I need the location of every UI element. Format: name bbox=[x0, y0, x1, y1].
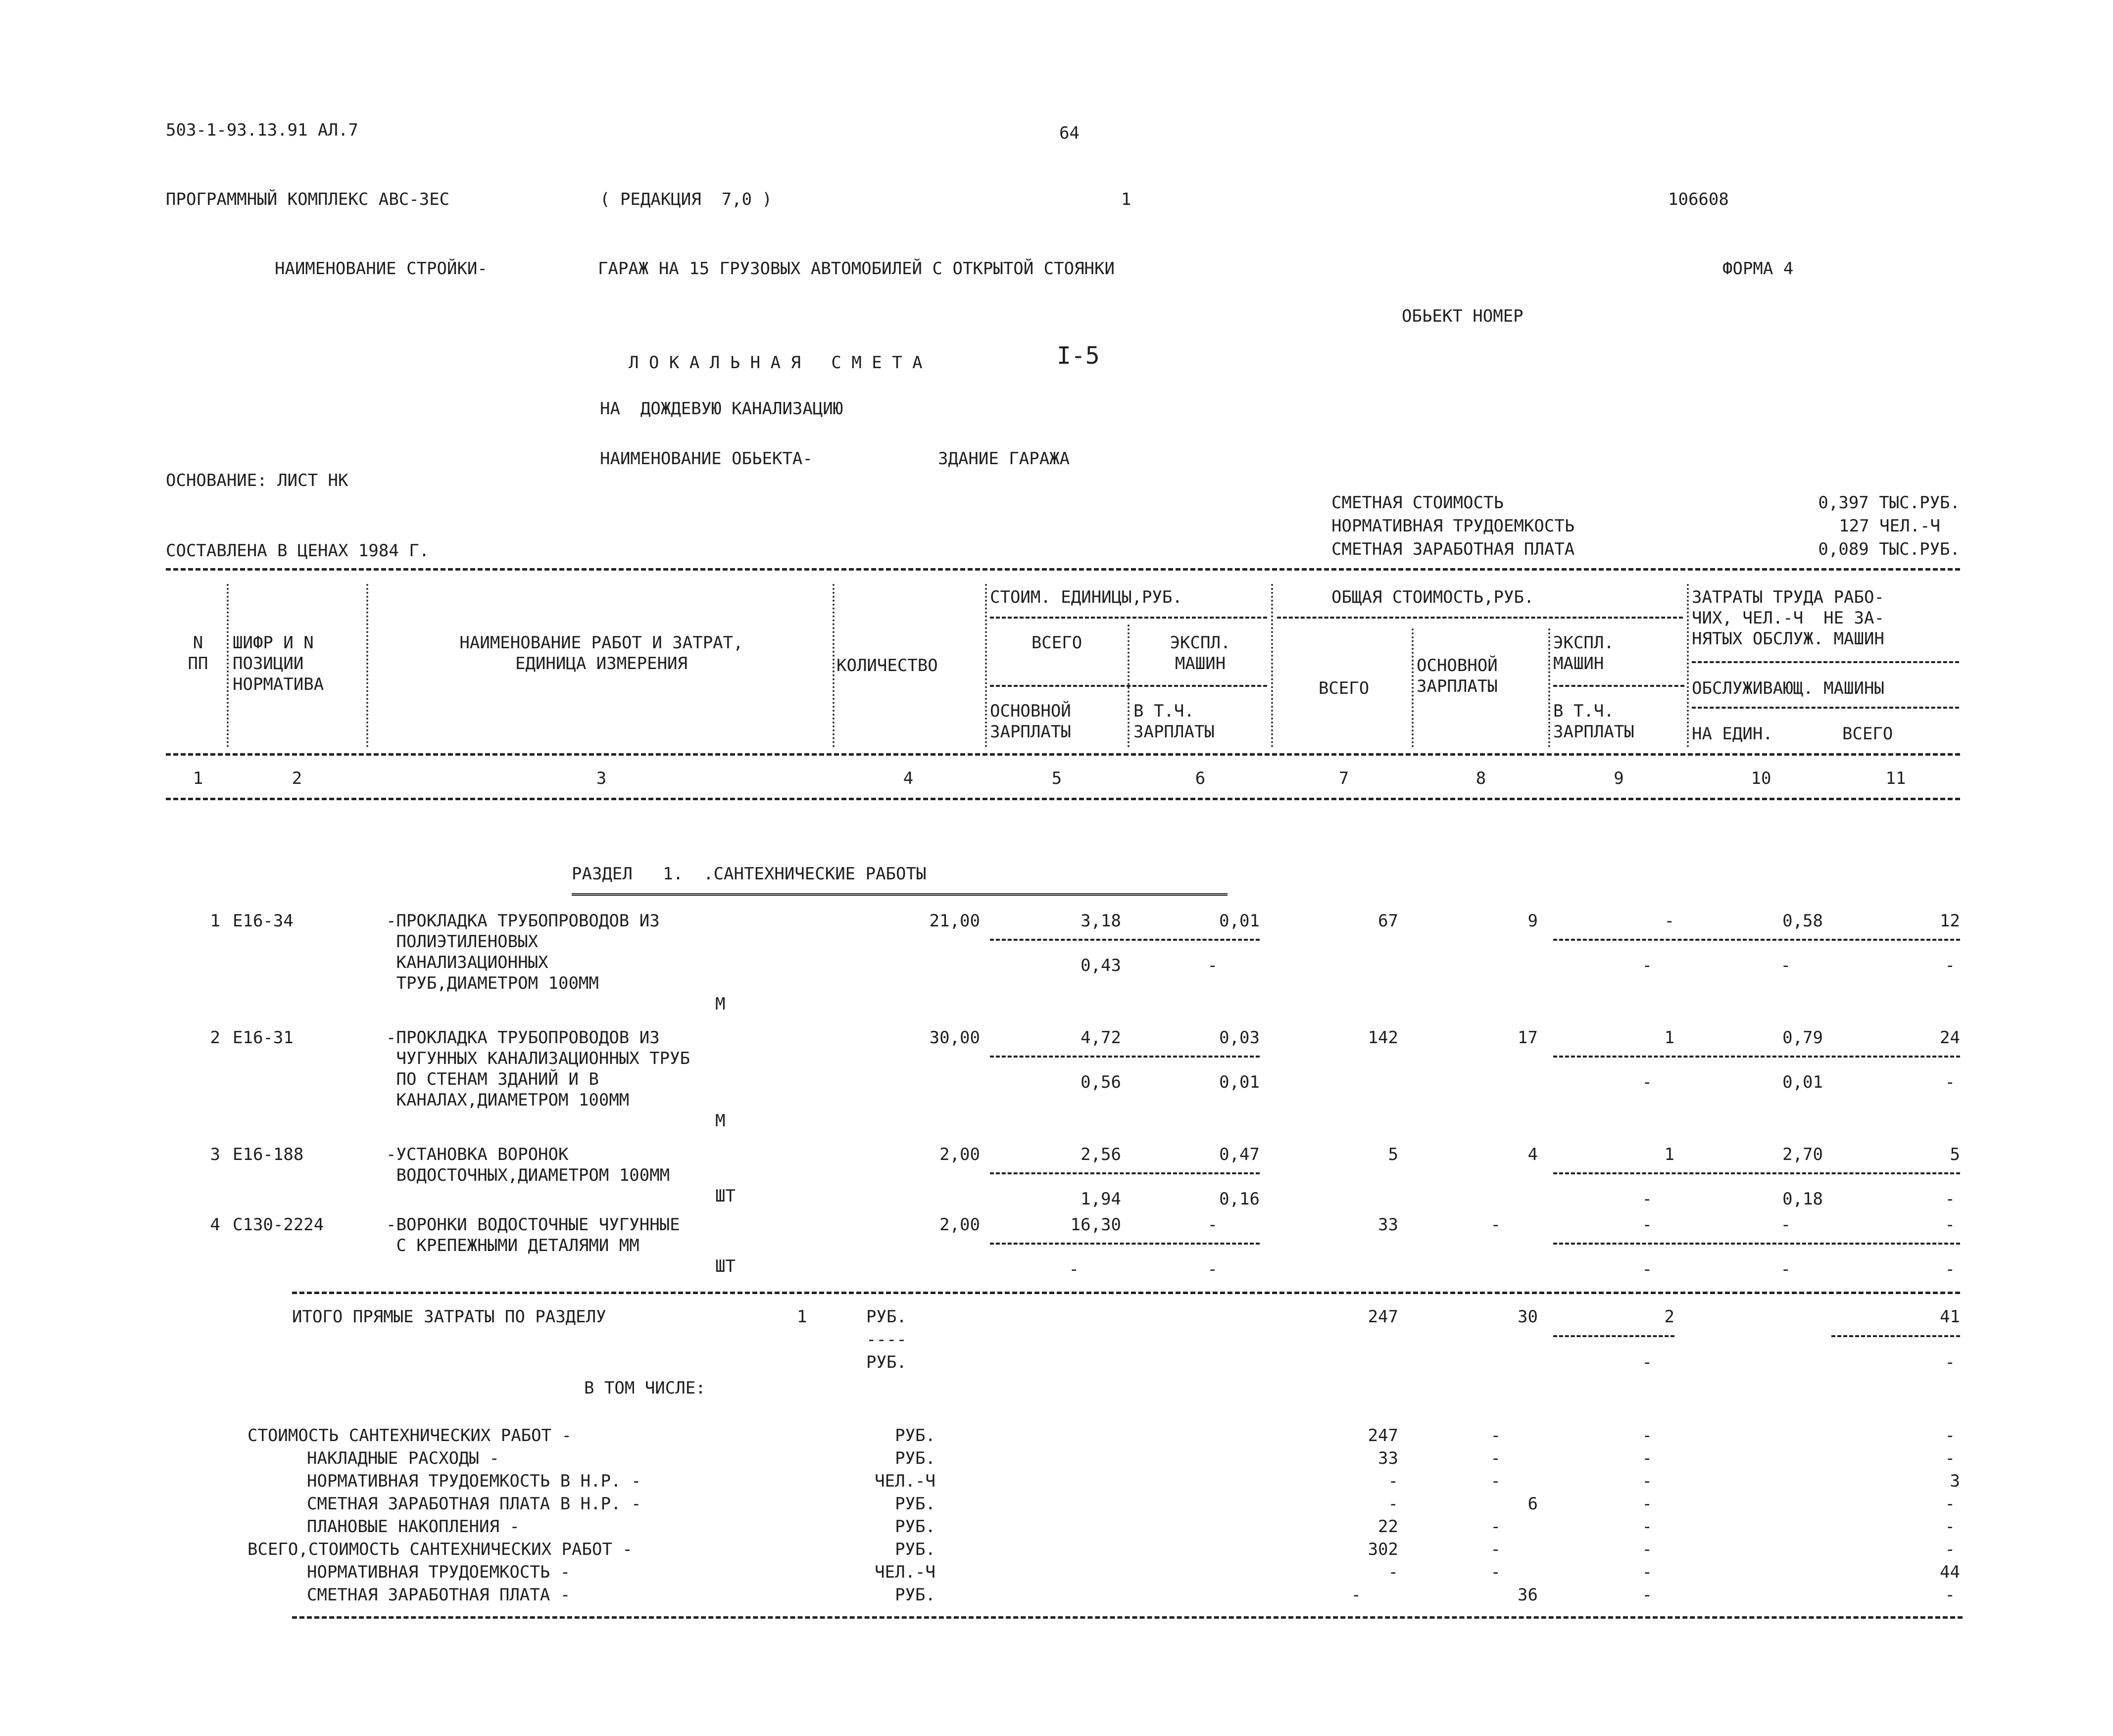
col-header-unit-incl: В Т.Ч. ЗАРПЛАТЫ bbox=[1133, 701, 1215, 742]
totals-rule bbox=[292, 1292, 1960, 1294]
column-separator bbox=[833, 584, 835, 747]
construction-label: НАИМЕНОВАНИЕ СТРОЙКИ- bbox=[275, 259, 488, 279]
breakdown-basic: - bbox=[1490, 1517, 1501, 1537]
breakdown-labor: - bbox=[1945, 1426, 1955, 1446]
summary-label: НОРМАТИВНАЯ ТРУДОЕМКОСТЬ bbox=[1331, 516, 1575, 536]
row-unit: М bbox=[715, 994, 726, 1014]
breakdown-label: СТОИМОСТЬ САНТЕХНИЧЕСКИХ РАБОТ - bbox=[247, 1426, 572, 1446]
document-id: 106608 bbox=[1668, 190, 1729, 209]
row-code: Е16-31 bbox=[233, 1028, 294, 1048]
row-code: Е16-188 bbox=[233, 1145, 304, 1164]
row-labor-total: 5 bbox=[1950, 1145, 1960, 1164]
breakdown-machines: - bbox=[1642, 1471, 1652, 1491]
breakdown-label: СМЕТНАЯ ЗАРАБОТНАЯ ПЛАТА В Н.Р. - bbox=[307, 1494, 641, 1514]
row-total-incl: - bbox=[1642, 1259, 1652, 1279]
totals-unit: РУБ. bbox=[866, 1307, 907, 1327]
row-quantity: 2,00 bbox=[939, 1145, 980, 1164]
breakdown-label: СМЕТНАЯ ЗАРАБОТНАЯ ПЛАТА - bbox=[307, 1585, 571, 1605]
breakdown-machines: - bbox=[1642, 1448, 1652, 1468]
row-labor-machines-unit: - bbox=[1780, 956, 1791, 975]
construction-name: ГАРАЖ НА 15 ГРУЗОВЫХ АВТОМОБИЛЕЙ С ОТКРЫТОЙ СТОЯНКИ bbox=[598, 259, 1115, 279]
summary-value: 0,397 ТЫС.РУБ. bbox=[1818, 493, 1960, 513]
row-unit-incl: 0,16 bbox=[1219, 1189, 1260, 1209]
row-unit-total: 2,56 bbox=[1081, 1145, 1121, 1164]
col-header-labor-unit: НА ЕДИН. bbox=[1692, 724, 1773, 744]
table-top-rule bbox=[166, 568, 1960, 571]
row-labor-total: 24 bbox=[1940, 1028, 1960, 1048]
cell-divider bbox=[1553, 1056, 1960, 1058]
row-number: 3 bbox=[210, 1145, 220, 1164]
header-subrule bbox=[990, 685, 1267, 687]
row-quantity: 2,00 bbox=[939, 1215, 980, 1235]
col-header-total-cost: ОБЩАЯ СТОИМОСТЬ,РУБ. bbox=[1331, 587, 1534, 607]
row-labor-unit: 0,58 bbox=[1782, 911, 1823, 931]
including-label: В ТОМ ЧИСЛЕ: bbox=[584, 1378, 706, 1398]
row-unit-basic: 1,94 bbox=[1081, 1189, 1121, 1209]
col-header-unit-total: ВСЕГО bbox=[1031, 633, 1082, 653]
row-total-basic: 17 bbox=[1518, 1028, 1538, 1048]
row-unit: ШТ bbox=[715, 1186, 736, 1206]
summary-value: 0,089 ТЫС.РУБ. bbox=[1818, 539, 1960, 559]
object-name: ЗДАНИЕ ГАРАЖА bbox=[938, 449, 1070, 469]
bottom-rule bbox=[292, 1616, 1963, 1619]
object-label: НАИМЕНОВАНИЕ ОБЬЕКТА- bbox=[600, 449, 813, 469]
breakdown-basic: - bbox=[1490, 1540, 1501, 1559]
column-number: 3 bbox=[596, 769, 607, 788]
cell-divider bbox=[1553, 1335, 1674, 1337]
row-labor-machines-total: - bbox=[1945, 1259, 1955, 1279]
column-number: 2 bbox=[292, 769, 302, 788]
doc-code: 503-1-93.13.91 АЛ.7 bbox=[166, 120, 358, 140]
cell-divider bbox=[990, 1172, 1260, 1174]
breakdown-labor: 3 bbox=[1950, 1471, 1960, 1491]
program-name: ПРОГРАММНЫЙ КОМПЛЕКС АВС-3ЕС bbox=[166, 190, 450, 209]
row-unit-incl: - bbox=[1207, 1259, 1218, 1279]
breakdown-machines: - bbox=[1642, 1540, 1652, 1559]
column-number: 5 bbox=[1051, 769, 1062, 788]
breakdown-total: 33 bbox=[1378, 1448, 1398, 1468]
breakdown-labor: - bbox=[1945, 1494, 1955, 1514]
cell-divider bbox=[1553, 1172, 1960, 1174]
row-unit-basic: 0,43 bbox=[1081, 956, 1121, 975]
column-separator bbox=[1412, 628, 1414, 747]
row-labor-unit: 2,70 bbox=[1782, 1145, 1823, 1164]
col-header-name: НАИМЕНОВАНИЕ РАБОТ И ЗАТРАТ, ЕДИНИЦА ИЗМЕРЕНИЯ bbox=[459, 633, 743, 674]
row-name: -ПРОКЛАДКА ТРУБОПРОВОДОВ ИЗ ПОЛИЭТИЛЕНОВЫХ КАНАЛИЗАЦИОННЫХ ТРУБ,ДИАМЕТРОМ 100ММ bbox=[386, 911, 660, 993]
breakdown-unit: РУБ. bbox=[895, 1517, 935, 1537]
column-separator bbox=[985, 584, 987, 747]
sheet-number: 1 bbox=[1121, 190, 1131, 209]
cell-divider bbox=[990, 1243, 1260, 1245]
breakdown-unit: ЧЕЛ.-Ч bbox=[875, 1562, 935, 1582]
row-total: 5 bbox=[1388, 1145, 1398, 1164]
col-header-unit-cost: СТОИМ. ЕДИНИЦЫ,РУБ. bbox=[990, 587, 1182, 607]
breakdown-label: ПЛАНОВЫЕ НАКОПЛЕНИЯ - bbox=[307, 1517, 520, 1537]
summary-label: СМЕТНАЯ ЗАРАБОТНАЯ ПЛАТА bbox=[1331, 539, 1575, 559]
row-labor-machines-unit: - bbox=[1780, 1259, 1791, 1279]
breakdown-basic: - bbox=[1490, 1448, 1501, 1468]
totals-unit-second: РУБ. bbox=[866, 1352, 907, 1372]
breakdown-total: - bbox=[1388, 1494, 1398, 1514]
row-total-machines: 1 bbox=[1664, 1028, 1674, 1048]
col-header-total-incl: В Т.Ч. ЗАРПЛАТЫ bbox=[1553, 701, 1634, 742]
row-total-machines: 1 bbox=[1664, 1145, 1674, 1164]
breakdown-basic: - bbox=[1490, 1471, 1501, 1491]
column-number: 6 bbox=[1195, 769, 1206, 788]
column-separator bbox=[1271, 584, 1273, 747]
row-total: 67 bbox=[1378, 911, 1398, 931]
totals-machines: 2 bbox=[1664, 1307, 1674, 1327]
row-name: -ПРОКЛАДКА ТРУБОПРОВОДОВ ИЗ ЧУГУННЫХ КАНАЛИЗАЦИОННЫХ ТРУБ ПО СТЕНАМ ЗДАНИЙ И В КАНАЛАХ,ДИАМЕТРОМ 100ММ bbox=[386, 1028, 690, 1110]
totals-labor: 41 bbox=[1940, 1307, 1960, 1327]
totals-labor-machines: - bbox=[1945, 1352, 1955, 1372]
row-unit-basic: - bbox=[1069, 1259, 1079, 1279]
row-labor-machines-unit: 0,01 bbox=[1782, 1072, 1823, 1092]
breakdown-label: НАКЛАДНЫЕ РАСХОДЫ - bbox=[307, 1448, 499, 1468]
row-total: 33 bbox=[1378, 1215, 1398, 1235]
document-title: Л О К А Л Ь Н А Я С М Е Т А bbox=[629, 353, 923, 373]
breakdown-basic: 36 bbox=[1518, 1585, 1538, 1605]
breakdown-label: НОРМАТИВНАЯ ТРУДОЕМКОСТЬ В Н.Р. - bbox=[307, 1471, 641, 1491]
col-header-code: ШИФР И N ПОЗИЦИИ НОРМАТИВА bbox=[233, 633, 324, 694]
row-total-machines: - bbox=[1642, 1215, 1652, 1235]
cell-divider bbox=[990, 939, 1260, 941]
col-header-unit-machines: ЭКСПЛ. МАШИН bbox=[1170, 633, 1231, 674]
breakdown-unit: ЧЕЛ.-Ч bbox=[875, 1471, 935, 1491]
row-number: 2 bbox=[210, 1028, 220, 1048]
header-subrule bbox=[1553, 685, 1684, 687]
breakdown-total: 302 bbox=[1368, 1540, 1398, 1559]
totals-unit-separator: ---- bbox=[866, 1330, 907, 1350]
row-total-machines: - bbox=[1664, 911, 1674, 931]
row-total: 142 bbox=[1368, 1028, 1398, 1048]
breakdown-machines: - bbox=[1642, 1494, 1652, 1514]
row-total-basic: 9 bbox=[1527, 911, 1538, 931]
column-separator bbox=[1687, 584, 1689, 747]
row-total-incl: - bbox=[1642, 1072, 1652, 1092]
header-bottom-rule bbox=[166, 753, 1960, 756]
header-subrule bbox=[1277, 617, 1683, 619]
breakdown-unit: РУБ. bbox=[895, 1585, 935, 1605]
breakdown-total: 22 bbox=[1378, 1517, 1398, 1537]
summary-value: 127 ЧЕЛ.-Ч bbox=[1839, 516, 1940, 536]
breakdown-labor: - bbox=[1945, 1517, 1955, 1537]
column-separator bbox=[1548, 628, 1550, 747]
breakdown-basic: - bbox=[1490, 1426, 1501, 1446]
col-header-total-all: ВСЕГО bbox=[1318, 678, 1370, 698]
document-subtitle: НА ДОЖДЕВУЮ КАНАЛИЗАЦИЮ bbox=[600, 399, 843, 419]
col-header-labor-sub: ОБСЛУЖИВАЮЩ. МАШИНЫ bbox=[1692, 678, 1884, 698]
breakdown-basic: 6 bbox=[1527, 1494, 1538, 1514]
breakdown-machines: - bbox=[1642, 1562, 1652, 1582]
breakdown-basic: - bbox=[1490, 1562, 1501, 1582]
totals-basic: 30 bbox=[1518, 1307, 1538, 1327]
breakdown-unit: РУБ. bbox=[895, 1494, 935, 1514]
section-title: РАЗДЕЛ 1. .САНТЕХНИЧЕСКИЕ РАБОТЫ bbox=[572, 864, 927, 884]
row-name: -ВОРОНКИ ВОДОСТОЧНЫЕ ЧУГУННЫЕ С КРЕПЕЖНЫМИ ДЕТАЛЯМИ ММ bbox=[386, 1215, 680, 1255]
breakdown-total: - bbox=[1388, 1471, 1398, 1491]
row-total-basic: - bbox=[1490, 1215, 1501, 1235]
col-header-unit-basic: ОСНОВНОЙ ЗАРПЛАТЫ bbox=[990, 701, 1071, 742]
breakdown-unit: РУБ. bbox=[895, 1540, 935, 1559]
row-code: С130-2224 bbox=[233, 1215, 324, 1235]
row-unit-incl: - bbox=[1207, 956, 1218, 975]
row-quantity: 21,00 bbox=[929, 911, 980, 931]
page-number: 64 bbox=[1059, 123, 1080, 143]
column-separator bbox=[366, 584, 368, 747]
row-number: 4 bbox=[210, 1215, 220, 1235]
cell-divider bbox=[1831, 1335, 1960, 1337]
column-number: 4 bbox=[903, 769, 914, 788]
breakdown-total: - bbox=[1388, 1562, 1398, 1582]
row-code: Е16-34 bbox=[233, 911, 294, 931]
breakdown-labor: - bbox=[1945, 1448, 1955, 1468]
cell-divider bbox=[1553, 1243, 1960, 1245]
row-number: 1 bbox=[210, 911, 220, 931]
totals-machines-incl: - bbox=[1642, 1352, 1652, 1372]
row-unit: ШТ bbox=[715, 1256, 736, 1276]
totals-section-number: 1 bbox=[797, 1307, 807, 1327]
row-unit-machines: - bbox=[1207, 1215, 1218, 1235]
row-unit-total: 4,72 bbox=[1081, 1028, 1121, 1048]
row-total-incl: - bbox=[1642, 1189, 1652, 1209]
row-labor-machines-total: - bbox=[1945, 956, 1955, 975]
row-unit-basic: 0,56 bbox=[1081, 1072, 1121, 1092]
column-number: 8 bbox=[1475, 769, 1486, 788]
totals-total: 247 bbox=[1368, 1307, 1398, 1327]
header-subrule bbox=[990, 617, 1267, 619]
col-header-labor-total: ВСЕГО bbox=[1842, 724, 1893, 744]
col-header-quantity: КОЛИЧЕСТВО bbox=[836, 656, 938, 675]
row-name: -УСТАНОВКА ВОРОНОК ВОДОСТОЧНЫХ,ДИАМЕТРОМ 100ММ bbox=[386, 1145, 670, 1185]
breakdown-total: 247 bbox=[1368, 1426, 1398, 1446]
price-basis: СОСТАВЛЕНА В ЦЕНАХ 1984 Г. bbox=[166, 541, 430, 561]
row-unit: М bbox=[715, 1111, 726, 1131]
section-underline bbox=[572, 893, 1228, 898]
estimate-number: I-5 bbox=[1057, 342, 1100, 370]
breakdown-unit: РУБ. bbox=[895, 1448, 935, 1468]
summary-label: СМЕТНАЯ СТОИМОСТЬ bbox=[1331, 493, 1504, 513]
header-subrule bbox=[1692, 661, 1959, 663]
column-number: 9 bbox=[1614, 769, 1624, 788]
column-number: 7 bbox=[1338, 769, 1349, 788]
basis-label: ОСНОВАНИЕ: ЛИСТ НК bbox=[166, 471, 348, 490]
col-header-total-basic: ОСНОВНОЙ ЗАРПЛАТЫ bbox=[1417, 656, 1498, 696]
breakdown-label: НОРМАТИВНАЯ ТРУДОЕМКОСТЬ - bbox=[307, 1562, 571, 1582]
row-labor-total: - bbox=[1945, 1215, 1955, 1235]
row-quantity: 30,00 bbox=[929, 1028, 980, 1048]
column-separator bbox=[227, 584, 229, 747]
cell-divider bbox=[990, 1056, 1260, 1058]
row-unit-total: 16,30 bbox=[1070, 1215, 1121, 1235]
header-subrule bbox=[1692, 707, 1959, 709]
row-total-incl: - bbox=[1642, 956, 1652, 975]
row-labor-machines-total: - bbox=[1945, 1072, 1955, 1092]
program-edition: ( РЕДАКЦИЯ 7,0 ) bbox=[600, 190, 772, 209]
column-number: 11 bbox=[1885, 769, 1906, 788]
column-number: 1 bbox=[193, 769, 203, 788]
breakdown-total: - bbox=[1351, 1585, 1361, 1605]
row-labor-unit: 0,79 bbox=[1782, 1028, 1823, 1048]
row-labor-machines-total: - bbox=[1945, 1189, 1955, 1209]
row-labor-machines-unit: 0,18 bbox=[1782, 1189, 1823, 1209]
col-header-labor: ЗАТРАТЫ ТРУДА РАБО- ЧИХ, ЧЕЛ.-Ч НЕ ЗА- НЯТЫХ ОБСЛУЖ. МАШИН bbox=[1692, 587, 1884, 649]
row-unit-machines: 0,01 bbox=[1219, 911, 1260, 931]
breakdown-labor: - bbox=[1945, 1585, 1955, 1605]
row-unit-machines: 0,03 bbox=[1219, 1028, 1260, 1048]
breakdown-machines: - bbox=[1642, 1426, 1652, 1446]
row-labor-unit: - bbox=[1780, 1215, 1791, 1235]
breakdown-unit: РУБ. bbox=[895, 1426, 935, 1446]
column-numbers-rule bbox=[166, 798, 1960, 800]
column-number: 10 bbox=[1751, 769, 1771, 788]
row-unit-incl: 0,01 bbox=[1219, 1072, 1260, 1092]
breakdown-label: ВСЕГО,СТОИМОСТЬ САНТЕХНИЧЕСКИХ РАБОТ - bbox=[247, 1540, 633, 1559]
row-total-basic: 4 bbox=[1527, 1145, 1538, 1164]
row-unit-total: 3,18 bbox=[1081, 911, 1121, 931]
row-labor-total: 12 bbox=[1940, 911, 1960, 931]
object-number-label: ОБЬЕКТ НОМЕР bbox=[1402, 306, 1523, 326]
breakdown-labor: 44 bbox=[1940, 1562, 1960, 1582]
col-header-number: N ПП bbox=[188, 633, 208, 674]
cell-divider bbox=[1553, 939, 1960, 941]
breakdown-machines: - bbox=[1642, 1517, 1652, 1537]
col-header-total-machines: ЭКСПЛ. МАШИН bbox=[1553, 633, 1614, 674]
breakdown-machines: - bbox=[1642, 1585, 1652, 1605]
row-unit-machines: 0,47 bbox=[1219, 1145, 1260, 1164]
form-label: ФОРМА 4 bbox=[1722, 259, 1794, 279]
totals-label: ИТОГО ПРЯМЫЕ ЗАТРАТЫ ПО РАЗДЕЛУ bbox=[292, 1307, 606, 1327]
breakdown-labor: - bbox=[1945, 1540, 1955, 1559]
